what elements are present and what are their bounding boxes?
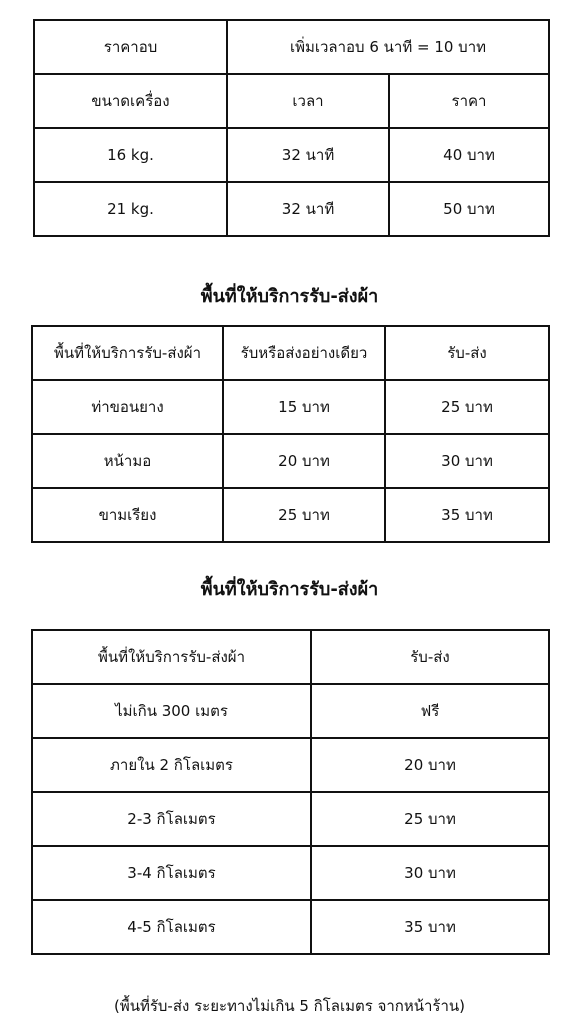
table-row: [32, 488, 549, 542]
header-time: เวลา: [227, 74, 389, 128]
table-cell: 32 นาที: [227, 182, 389, 236]
table-cell: 35 บาท: [385, 488, 549, 542]
table-row: [32, 738, 549, 792]
drying-price-label: ราคาอบ: [34, 20, 227, 74]
table-cell: 2-3 กิโลเมตร: [32, 792, 311, 846]
header-round-trip: รับ-ส่ง: [311, 630, 549, 684]
table-cell: 50 บาท: [389, 182, 549, 236]
drying-price-table: [33, 19, 550, 237]
header-round-trip: รับ-ส่ง: [385, 326, 549, 380]
table-header-row: [32, 630, 549, 684]
table-cell: 30 บาท: [311, 846, 549, 900]
table-row: [32, 900, 549, 954]
table-cell: 15 บาท: [223, 380, 385, 434]
table-row: [34, 182, 549, 236]
table-cell: 4-5 กิโลเมตร: [32, 900, 311, 954]
table-header-row: [32, 326, 549, 380]
section-heading: พื้นที่ให้บริการรับ-ส่งผ้า: [200, 579, 379, 600]
table-cell: หน้ามอ: [32, 434, 223, 488]
table-row: [32, 380, 549, 434]
delivery-distance-table: [31, 629, 550, 955]
table-cell: 25 บาท: [385, 380, 549, 434]
header-price: ราคา: [389, 74, 549, 128]
extra-time-note: เพิ่มเวลาอบ 6 นาที = 10 บาท: [227, 20, 549, 74]
table-cell: 20 บาท: [311, 738, 549, 792]
table-header-row: [34, 74, 549, 128]
header-machine-size: ขนาดเครื่อง: [34, 74, 227, 128]
delivery-area-table: [31, 325, 550, 543]
table-cell: 40 บาท: [389, 128, 549, 182]
header-area: พื้นที่ให้บริการรับ-ส่งผ้า: [32, 630, 311, 684]
table-cell: 25 บาท: [311, 792, 549, 846]
footnote: (พื้นที่รับ-ส่ง ระยะทางไม่เกิน 5 กิโลเมตร จากหน้าร้าน): [113, 997, 466, 1015]
section-heading: พื้นที่ให้บริการรับ-ส่งผ้า: [200, 286, 379, 307]
table-cell: 32 นาที: [227, 128, 389, 182]
table-row: [32, 846, 549, 900]
table-row: [34, 20, 549, 74]
table-row: [34, 128, 549, 182]
table-cell: 21 kg.: [34, 182, 227, 236]
table-row: [32, 434, 549, 488]
table-cell: 25 บาท: [223, 488, 385, 542]
table-cell: ท่าขอนยาง: [32, 380, 223, 434]
table-cell: 3-4 กิโลเมตร: [32, 846, 311, 900]
table-cell: 20 บาท: [223, 434, 385, 488]
header-area: พื้นที่ให้บริการรับ-ส่งผ้า: [32, 326, 223, 380]
table-row: [32, 684, 549, 738]
table-cell: ไม่เกิน 300 เมตร: [32, 684, 311, 738]
table-cell: ภายใน 2 กิโลเมตร: [32, 738, 311, 792]
table-row: [32, 792, 549, 846]
table-cell: 30 บาท: [385, 434, 549, 488]
table-cell: ขามเรียง: [32, 488, 223, 542]
table-cell: ฟรี: [311, 684, 549, 738]
header-one-way: รับหรือส่งอย่างเดียว: [223, 326, 385, 380]
table-cell: 16 kg.: [34, 128, 227, 182]
table-cell: 35 บาท: [311, 900, 549, 954]
